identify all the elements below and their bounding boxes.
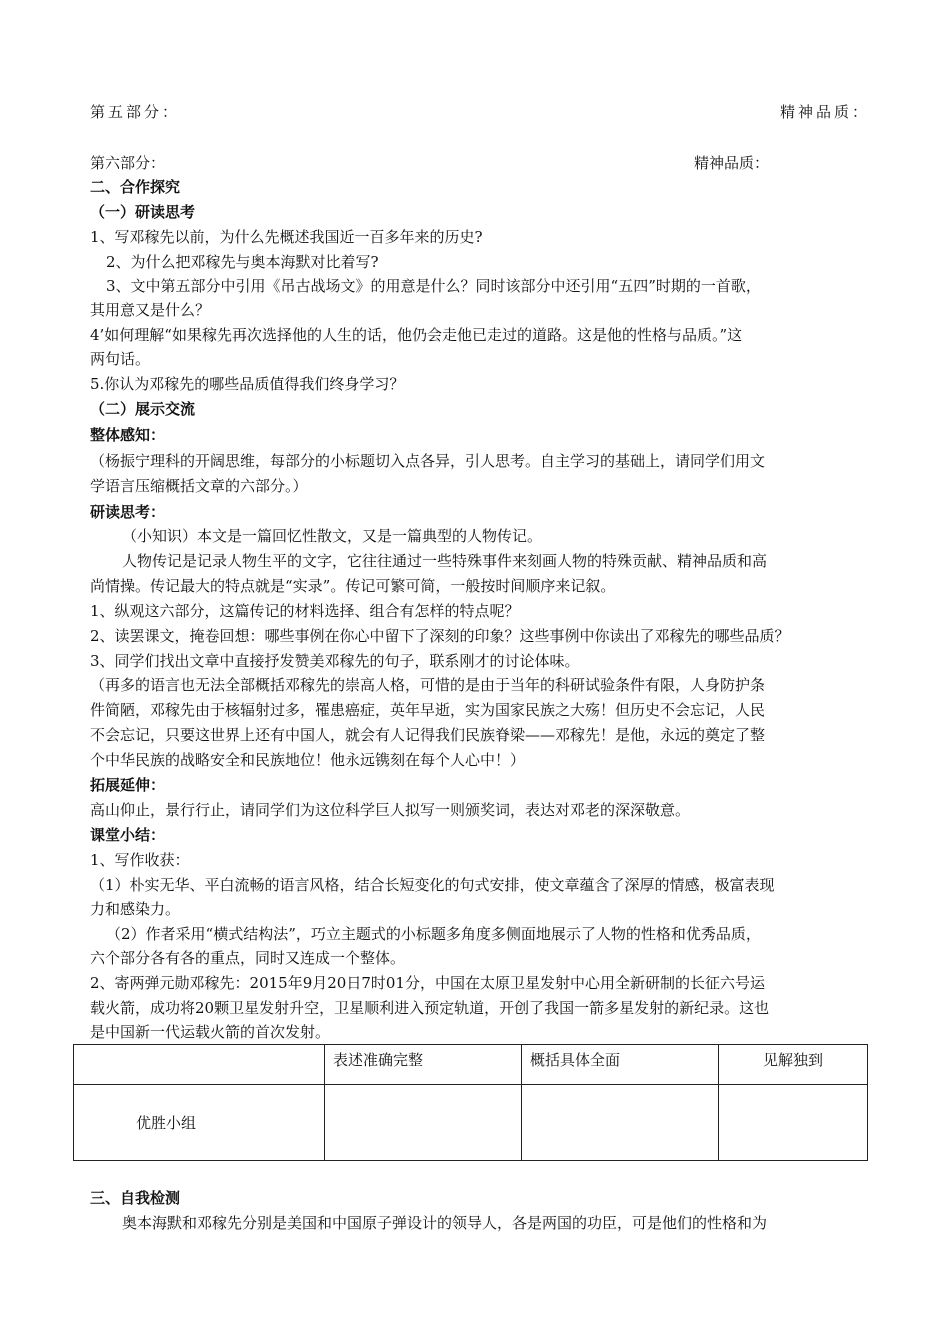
table-cell: [325, 1085, 522, 1161]
study-paragraph-line1: （再多的语言也无法全部概括邓稼先的崇高人格，可惜的是由于当年的科研试验条件有限，人身防护条: [90, 676, 766, 694]
table-header-cell: 概括具体全面: [522, 1045, 719, 1085]
study-question-2: 2、读罢课文，掩卷回想：哪些事例在你心中留下了深刻的印象？这些事例中你读出了邓稼先的哪些品质？: [90, 627, 790, 645]
summary-point2-line1: （2）作者采用“横式结构法”，巧立主题式的小标题多角度多侧面地展示了人物的性格和优秀品质，: [106, 925, 761, 943]
table-header-cell: [74, 1045, 325, 1085]
biography-line1: 人物传记是记录人物生平的文字，它往往通过一些特殊事件来刻画人物的特殊贡献、精神品质和高: [122, 552, 768, 570]
summary-rocket-line2: 载火箭，成功将20颗卫星发射升空，卫星顺利进入预定轨道，开创了我国一箭多星发射的新纪录。这也: [90, 999, 770, 1017]
subsection-heading-reading: （一）研读思考: [90, 203, 196, 221]
overall-perception-heading: 整体感知：: [90, 426, 166, 444]
extension-line: 高山仰止，景行行止，请同学们为这位科学巨人拟写一则颁奖词，表达对邓老的深深敬意。: [90, 801, 691, 819]
summary-heading: 课堂小结：: [90, 826, 166, 844]
summary-rocket-line3: 是中国新一代运载火箭的首次发射。: [90, 1023, 331, 1041]
table-row: [74, 1085, 868, 1161]
overall-perception-line1: （杨振宁理科的开阔思维，每部分的小标题切入点各异，引人思考。自主学习的基础上，请同学们用文: [90, 452, 766, 470]
part5-label: 第五部分：: [90, 103, 181, 121]
study-question-1: 1、纵观这六部分，这篇传记的材料选择、组合有怎样的特点呢？: [90, 602, 520, 620]
study-question-3: 3、同学们找出文章中直接抒发赞美邓稼先的句子，联系刚才的讨论体味。: [90, 652, 580, 670]
part6-label: 第六部分：: [90, 154, 166, 172]
question-4-line2: 两句话。: [90, 350, 151, 368]
question-1: 1、写邓稼先以前，为什么先概述我国近一百多年来的历史?: [90, 228, 483, 246]
table-header-cell: 表述准确完整: [325, 1045, 522, 1085]
study-thinking-heading: 研读思考：: [90, 503, 166, 521]
summary-point1-line2: 力和感染力。: [90, 900, 181, 918]
table-header-row: [74, 1045, 868, 1085]
part6-quality-label: 精神品质：: [694, 154, 770, 172]
extension-heading: 拓展延伸：: [90, 776, 166, 794]
study-paragraph-line4: 个中华民族的战略安全和民族地位！他永远镌刻在每个人心中！）: [90, 751, 526, 769]
evaluation-table: [73, 1044, 868, 1161]
overall-perception-line2: 学语言压缩概括文章的六部分。）: [90, 477, 308, 495]
self-test-line1: 奥本海默和邓稼先分别是美国和中国原子弹设计的领导人，各是两国的功臣，可是他们的性格和为: [122, 1214, 768, 1232]
summary-point1-line1: （1）朴实无华、平白流畅的语言风格，结合长短变化的句式安排，使文章蕴含了深厚的情感，极富表现: [90, 876, 775, 894]
biography-line2: 尚情操。传记最大的特点就是“实录”。传记可繁可简，一般按时间顺序来记叙。: [90, 577, 616, 595]
table-cell: [719, 1085, 868, 1161]
subsection-heading-exchange: （二）展示交流: [90, 400, 196, 418]
question-4-line1: 4’如何理解“如果稼先再次选择他的人生的话，他仍会走他已走过的道路。这是他的性格与品质。”这: [90, 326, 743, 344]
summary-writing-gain: 1、写作收获：: [90, 851, 190, 869]
table-row-label: 优胜小组: [74, 1085, 325, 1161]
section-heading-3: 三、自我检测: [90, 1189, 181, 1207]
part5-quality-label: 精神品质：: [780, 103, 871, 121]
summary-point2-line2: 六个部分各有各的重点，同时又连成一个整体。: [90, 949, 406, 967]
question-2: 2、为什么把邓稼先与奥本海默对比着写?: [106, 253, 379, 271]
table-header-cell: 见解独到: [719, 1045, 868, 1085]
question-5: 5.你认为邓稼先的哪些品质值得我们终身学习？: [90, 375, 405, 393]
table-cell: [522, 1085, 719, 1161]
summary-rocket-line1: 2、寄两弹元勋邓稼先：2015年9月20日7时01分，中国在太原卫星发射中心用全新研制的长征六号运: [90, 974, 765, 992]
study-knowledge-line: （小知识）本文是一篇回忆性散文，又是一篇典型的人物传记。: [122, 527, 543, 545]
question-3-line2: 其用意又是什么？: [90, 301, 211, 319]
study-paragraph-line3: 不会忘记，只要这世界上还有中国人，就会有人记得我们民族脊梁——邓稼先！是他，永远的奠定了整: [90, 726, 766, 744]
question-3-line1: 3、文中第五部分中引用《吊古战场文》的用意是什么？同时该部分中还引用“五四”时期的一首歌，: [106, 277, 761, 295]
study-paragraph-line2: 件简陋，邓稼先由于核辐射过多，罹患癌症，英年早逝，实为国家民族之大殇！但历史不会忘记，人民: [90, 701, 766, 719]
section-heading-2: 二、合作探究: [90, 178, 181, 196]
